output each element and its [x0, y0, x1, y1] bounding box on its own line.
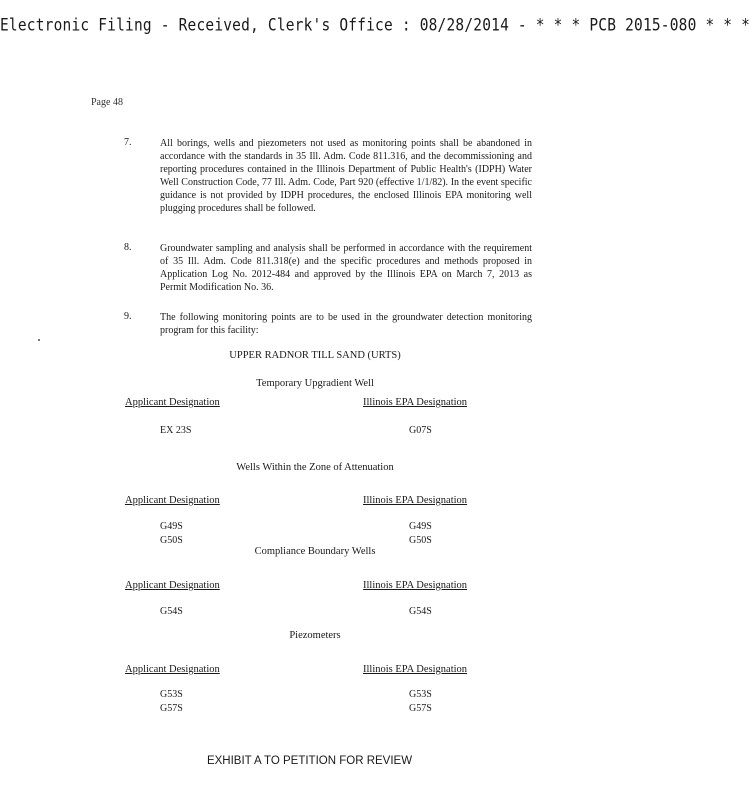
scan-speck — [38, 339, 40, 341]
applicant-well-id: G49S — [160, 521, 183, 532]
epa-well-id: G07S — [409, 425, 432, 436]
filing-stamp: Electronic Filing - Received, Clerk's Office : 08/28/2014 - * * * PCB 2015-080 * * * — [0, 16, 750, 36]
paragraph-text: The following monitoring points are to be used in the groundwater detection monitoring program for this facility: — [160, 312, 532, 336]
paragraph-text: Groundwater sampling and analysis shall be performed in accordance with the requirement of 35 Ill. Adm. Code 811.318(e) and the specific procedures and methods proposed in Application Log No. 2012-484 and approved by the Illinois EPA on March 7, 2013 as Permit Modification No. 36. — [160, 243, 532, 293]
applicant-designation-header: Applicant Designation — [125, 664, 220, 675]
unit-heading: UPPER RADNOR TILL SAND (URTS) — [229, 350, 401, 361]
applicant-well-id: EX 23S — [160, 425, 192, 436]
illinois-epa-designation-header: Illinois EPA Designation — [363, 397, 468, 408]
applicant-designation-header: Applicant Designation — [125, 397, 220, 408]
illinois-epa-designation-header: Illinois EPA Designation — [363, 580, 468, 591]
group-title: Piezometers — [289, 630, 341, 641]
applicant-well-id: G53S — [160, 689, 183, 700]
group-title: Wells Within the Zone of Attenuation — [236, 462, 394, 473]
epa-well-id: G49S — [409, 521, 432, 532]
page-number: Page 48 — [91, 97, 123, 108]
paragraph-number: 9. — [124, 311, 132, 322]
paragraph-number: 8. — [124, 242, 132, 253]
applicant-designation-header: Applicant Designation — [125, 580, 220, 591]
applicant-well-id: G54S — [160, 606, 183, 617]
applicant-well-id: G57S — [160, 703, 183, 714]
applicant-designation-header: Applicant Designation — [125, 495, 220, 506]
paragraph-number: 7. — [124, 137, 132, 148]
epa-well-id: G57S — [409, 703, 432, 714]
epa-well-id: G54S — [409, 606, 432, 617]
applicant-well-id: G50S — [160, 535, 183, 546]
illinois-epa-designation-header: Illinois EPA Designation — [363, 495, 468, 506]
group-title: Compliance Boundary Wells — [254, 546, 376, 557]
illinois-epa-designation-header: Illinois EPA Designation — [363, 664, 468, 675]
exhibit-footer: EXHIBIT A TO PETITION FOR REVIEW — [206, 755, 413, 767]
group-title: Temporary Upgradient Well — [256, 378, 374, 389]
epa-well-id: G53S — [409, 689, 432, 700]
epa-well-id: G50S — [409, 535, 432, 546]
paragraph-text: All borings, wells and piezometers not used as monitoring points shall be abandoned in accordance with the standards in 35 Ill. Adm. Code 811.316, and the decommissioning and reporting procedures contained in the Illinois Department of Public Health's (IDPH) Water Well Construction Code, 77 Ill. Adm. Code, Part 920 (effective 1/1/82). In the event specific guidance is not provided by IDPH procedures, the enclosed Illinois EPA monitoring well plugging procedures shall be followed. — [160, 138, 532, 214]
